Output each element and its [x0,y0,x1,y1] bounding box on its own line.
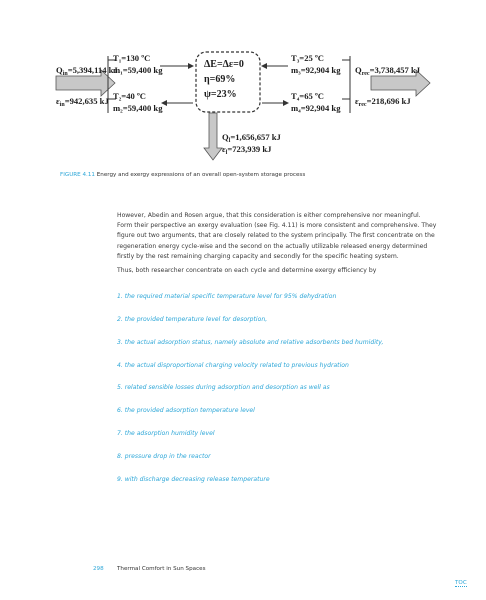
list-item: 5. related sensible losses during adsorption and desorption as well as [117,384,330,392]
m2-label: m₂=59,400 kg [113,103,163,113]
list-item: 6. the provided adsorption temperature level [117,407,255,415]
list-item: 9. with discharge decreasing release temperature [117,475,270,483]
book-title: Thermal Comfort in Sun Spaces [117,566,206,572]
t2-label: T₂=40 ºC [113,91,146,101]
q-in-label: $Q_{in}=5,394,114$ kJ [56,65,118,77]
t3-label: T₃=25 ºC [291,53,324,63]
m4-label: m₄=92,904 kg [291,103,341,113]
q-rec-label: $Q_{rec}=3,738,457$ kJ [355,65,421,77]
paragraph-intro-list: Thus, both researcher concentrate on each cycle and determine exergy efficiency by [117,267,377,274]
m1-label: m₁=59,400 kg [113,65,163,75]
energy-exergy-diagram [0,0,486,170]
exergy-efficiency-label: ψ=23% [204,89,237,100]
figure-caption-label: FIGURE 4.11 [60,172,95,178]
page-number: 298 [93,566,104,572]
e-rec-label: $\varepsilon_{rec}=218,696$ kJ [355,96,411,108]
efficiency-factors-list [117,286,437,492]
toc-link[interactable]: TOC [455,580,467,586]
q-loss-label: $Q_l=1,656,657$ kJ [222,132,281,144]
list-item: 7. the adsorption humidity level [117,430,215,438]
list-item: 4. the actual disproportional charging velocity related to previous hydration [117,361,349,369]
m3-label: m₃=92,904 kg [291,65,341,75]
delta-energy-label: ΔE=Δε=0 [204,59,244,70]
t4-label: T₄=65 ºC [291,91,324,101]
t1-label: T₁=130 ºC [113,53,151,63]
list-item: 3. the actual adsorption status, namely absolute and relative adsorbents bed humidity, [117,338,384,346]
e-loss-label: $\varepsilon_l=723,939$ kJ [222,144,272,156]
paragraph-argument: However, Abedin and Rosen argue, that this consideration is either comprehensive nor meaningful. Form their perspective an exergy evaluation (see Fig. 4.11) is more consistent and comprehensive. They figure out two arguments, that are closely related to the system principally. The first concentrate on the regeneration energy cycle-wise and the second on the actually utilizable released energy determined firstly by the rest remaining charging capacity and secondly for the specific heating system. [117,212,437,260]
figure-caption-text: Energy and exergy expressions of an overall open-system storage process [96,172,306,178]
loss-arrow [204,113,222,160]
list-item: 8. pressure drop in the reactor [117,452,211,460]
e-in-label: $\varepsilon_{in}=942,635$ kJ [56,96,109,108]
right-stream-bracket [342,56,350,113]
list-item: 2. the provided temperature level for desorption, [117,315,268,323]
energy-efficiency-label: η=69% [204,74,236,85]
list-item: 1. the required material specific temperature level for 95% dehydration [117,293,337,300]
figure-caption [60,172,305,178]
